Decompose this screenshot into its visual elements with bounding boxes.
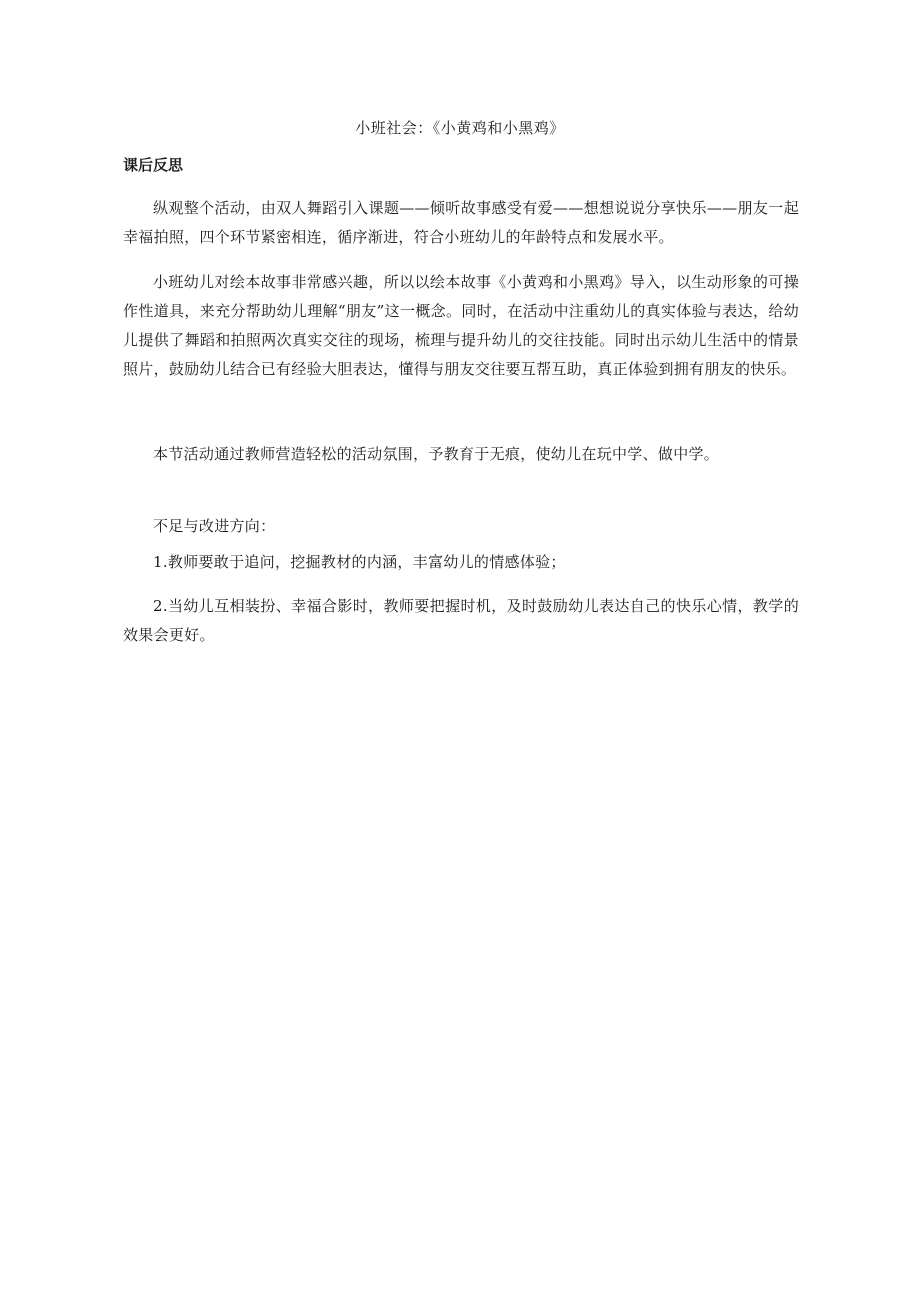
paragraph-improvement-2: 2.当幼儿互相装扮、幸福合影时，教师要把握时机，及时鼓励幼儿表达自己的快乐心情，教学的效果会更好。 (123, 597, 799, 644)
document-title: 小班社会：《小黄鸡和小黑鸡》 (355, 119, 565, 137)
paragraph-picture-book: 小班幼儿对绘本故事非常感兴趣，所以以绘本故事《小黄鸡和小黑鸡》导入，以生动形象的可操作性道具，来充分帮助幼儿理解“朋友”这一概念。同时，在活动中注重幼儿的真实体验与表达，给幼儿提供了舞蹈和拍照两次真实交往的现场，梳理与提升幼儿的交往技能。同时出示幼儿生活中的情景照片，鼓励幼儿结合已有经验大胆表达，懂得与朋友交往要互帮互助，真正体验到拥有朋友的快乐。 (123, 273, 799, 378)
paragraph-improvement-1: 1.教师要敢于追问，挖掘教材的内涵，丰富幼儿的情感体验； (153, 553, 566, 571)
paragraph-atmosphere: 本节活动通过教师营造轻松的活动氛围，予教育于无痕，使幼儿在玩中学、做中学。 (153, 445, 720, 463)
paragraph-improvement-heading: 不足与改进方向： (153, 517, 276, 535)
section-heading-reflection: 课后反思 (123, 156, 184, 174)
paragraph-overview: 纵观整个活动，由双人舞蹈引入课题——倾听故事感受有爱——想想说说分享快乐——朋友一起幸福拍照，四个环节紧密相连，循序渐进，符合小班幼儿的年龄特点和发展水平。 (123, 199, 799, 246)
